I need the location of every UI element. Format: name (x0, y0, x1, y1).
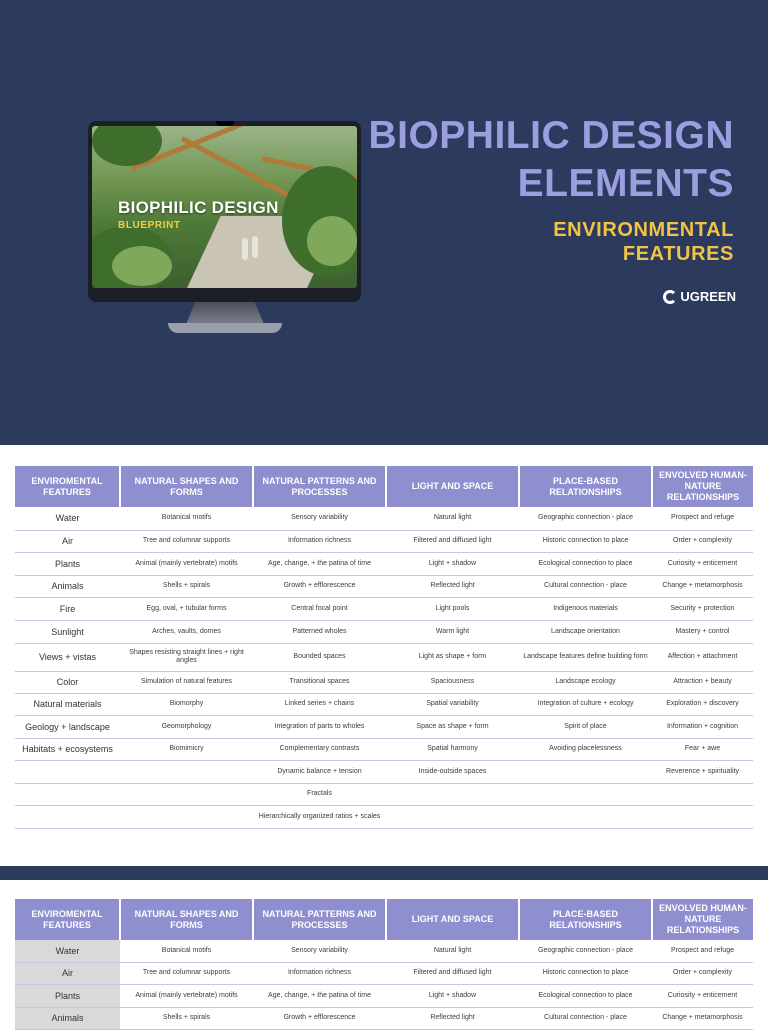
feature-cell (15, 760, 120, 783)
table-cell (386, 805, 519, 828)
table-cell: Shapes resisting straight lines + right angles (120, 643, 253, 671)
table-cell: Complementary contrasts (253, 738, 386, 760)
table-row (15, 643, 753, 671)
table-cell: Landscape features define building form (519, 643, 652, 671)
table-cell: Historic connection to place (519, 962, 652, 984)
table-cell: Curiosity + enticement (652, 552, 753, 575)
feature-cell: Fire (15, 597, 120, 620)
feature-cell: Natural materials (15, 693, 120, 715)
table-cell: Arches, vaults, domes (120, 620, 253, 643)
feature-cell: Views + vistas (15, 643, 120, 671)
column-header: ENVIROMENTAL FEATURES (15, 466, 120, 507)
table-row (15, 597, 753, 620)
table-cell: Warm light (386, 620, 519, 643)
table-cell: Reflected light (386, 575, 519, 597)
table-cell (120, 805, 253, 828)
table-row (15, 507, 753, 530)
hero-title-line1: BIOPHILIC DESIGN (368, 114, 734, 157)
table-cell: Landscape ecology (519, 671, 652, 693)
table-cell: Tree and columnar supports (120, 962, 253, 984)
monitor-base (168, 323, 282, 333)
hero-banner (0, 0, 768, 432)
table-row (15, 1007, 753, 1029)
column-header: NATURAL PATTERNS AND PROCESSES (253, 466, 386, 507)
table-cell: Animal (mainly vertebrate) motifs (120, 984, 253, 1007)
table-cell: Landscape orientation (519, 620, 652, 643)
screen-title: BIOPHILIC DESIGN (118, 198, 279, 217)
table-row (15, 805, 753, 828)
column-header: PLACE-BASED RELATIONSHIPS (519, 466, 652, 507)
column-header: ENVOLVED HUMAN-NATURE RELATIONSHIPS (652, 466, 753, 507)
table-cell: Egg, oval, + tubular forms (120, 597, 253, 620)
feature-cell: Water (15, 507, 120, 530)
table-cell: Bounded spaces (253, 643, 386, 671)
table-cell: Shells + spirals (120, 575, 253, 597)
feature-cell: Geology + landscape (15, 715, 120, 738)
table-cell: Indigenous materials (519, 597, 652, 620)
table-cell: Light + shadow (386, 984, 519, 1007)
table-sheet-1 (0, 445, 768, 866)
table-cell: Integration of culture + ecology (519, 693, 652, 715)
table-cell: Attraction + beauty (652, 671, 753, 693)
table-cell: Growth + efflorescence (253, 1007, 386, 1029)
table-row (15, 715, 753, 738)
table-cell: Cultural connection - place (519, 1007, 652, 1029)
table-cell: Light as shape + form (386, 643, 519, 671)
hero-subtitle-line2: FEATURES (622, 243, 734, 265)
table-cell: Prospect and refuge (652, 940, 753, 962)
table-cell: Security + protection (652, 597, 753, 620)
table-cell: Central focal point (253, 597, 386, 620)
column-header: LIGHT AND SPACE (386, 466, 519, 507)
table-cell: Affection + attachment (652, 643, 753, 671)
table-cell (519, 760, 652, 783)
table-cell: Botanical motifs (120, 940, 253, 962)
table-cell: Change + metamorphosis (652, 1007, 753, 1029)
table-cell: Geographic connection - place (519, 940, 652, 962)
table-cell: Spaciousness (386, 671, 519, 693)
feature-cell: Water (15, 940, 120, 962)
table-cell: Simulation of natural features (120, 671, 253, 693)
elements-table-duplicate (15, 899, 753, 1030)
table-cell (386, 783, 519, 805)
table-cell: Fear + awe (652, 738, 753, 760)
table-row (15, 962, 753, 984)
table-cell: Geomorphology (120, 715, 253, 738)
table-cell: Fractals (253, 783, 386, 805)
feature-cell: Plants (15, 552, 120, 575)
table-cell: Order + complexity (652, 530, 753, 552)
table-cell: Growth + efflorescence (253, 575, 386, 597)
table-cell: Age, change, + the patina of time (253, 552, 386, 575)
elements-table (15, 466, 753, 829)
table-cell (120, 783, 253, 805)
table-cell: Cultural connection - place (519, 575, 652, 597)
table-cell: Reverence + spirituality (652, 760, 753, 783)
column-header: ENVOLVED HUMAN-NATURE RELATIONSHIPS (652, 899, 753, 940)
table-row (15, 984, 753, 1007)
table-cell: Spatial variability (386, 693, 519, 715)
table-cell: Filtered and diffused light (386, 962, 519, 984)
hero-subtitle-line1: ENVIRONMENTAL (553, 219, 734, 241)
column-header: NATURAL SHAPES AND FORMS (120, 899, 253, 940)
table-cell: Age, change, + the patina of time (253, 984, 386, 1007)
monitor-screen-image (92, 126, 357, 288)
table-row (15, 760, 753, 783)
table-cell: Transitional spaces (253, 671, 386, 693)
brand-logo (663, 289, 736, 304)
monitor-illustration (88, 121, 361, 302)
feature-cell: Air (15, 530, 120, 552)
feature-cell: Animals (15, 575, 120, 597)
feature-cell: Sunlight (15, 620, 120, 643)
table-cell: Spatial harmony (386, 738, 519, 760)
table-header-row (15, 899, 753, 940)
brand-name: UGREEN (680, 289, 736, 304)
table-cell (519, 783, 652, 805)
feature-cell: Air (15, 962, 120, 984)
table-cell: Natural light (386, 940, 519, 962)
table-cell: Inside-outside spaces (386, 760, 519, 783)
table-cell: Sensory variability (253, 507, 386, 530)
feature-cell: Animals (15, 1007, 120, 1029)
table-cell: Patterned wholes (253, 620, 386, 643)
table-cell: Light + shadow (386, 552, 519, 575)
table-row (15, 620, 753, 643)
table-cell: Linked series + chains (253, 693, 386, 715)
hero-title-line2: ELEMENTS (517, 162, 734, 205)
table-cell: Sensory variability (253, 940, 386, 962)
table-cell: Space as shape + form (386, 715, 519, 738)
monitor-stand (186, 302, 264, 324)
table-cell (519, 805, 652, 828)
table-cell: Biomimicry (120, 738, 253, 760)
table-cell: Dynamic balance + tension (253, 760, 386, 783)
table-cell: Botanical motifs (120, 507, 253, 530)
feature-cell: Plants (15, 984, 120, 1007)
table-cell: Information + cognition (652, 715, 753, 738)
feature-cell: Habitats + ecosystems (15, 738, 120, 760)
table-cell: Information richness (253, 530, 386, 552)
table-cell: Mastery + control (652, 620, 753, 643)
table-cell: Change + metamorphosis (652, 575, 753, 597)
table-row (15, 940, 753, 962)
table-cell: Natural light (386, 507, 519, 530)
column-header: ENVIROMENTAL FEATURES (15, 899, 120, 940)
table-cell (652, 783, 753, 805)
table-cell (120, 760, 253, 783)
feature-cell (15, 805, 120, 828)
table-sheet-2 (0, 880, 768, 1024)
table-cell: Hierarchically organized ratios + scales (253, 805, 386, 828)
table-cell: Prospect and refuge (652, 507, 753, 530)
table-row (15, 671, 753, 693)
section-separator (0, 866, 768, 880)
table-cell: Animal (mainly vertebrate) motifs (120, 552, 253, 575)
table-cell: Filtered and diffused light (386, 530, 519, 552)
table-cell: Integration of parts to wholes (253, 715, 386, 738)
feature-cell (15, 783, 120, 805)
section-separator (0, 432, 768, 445)
column-header: PLACE-BASED RELATIONSHIPS (519, 899, 652, 940)
table-row (15, 693, 753, 715)
table-cell: Reflected light (386, 1007, 519, 1029)
table-row (15, 552, 753, 575)
table-row (15, 530, 753, 552)
column-header: NATURAL PATTERNS AND PROCESSES (253, 899, 386, 940)
ugreen-logo-icon (663, 290, 677, 304)
column-header: NATURAL SHAPES AND FORMS (120, 466, 253, 507)
table-cell: Tree and columnar supports (120, 530, 253, 552)
table-cell: Shells + spirals (120, 1007, 253, 1029)
table-cell: Order + complexity (652, 962, 753, 984)
table-cell: Information richness (253, 962, 386, 984)
table-cell: Avoiding placelessness (519, 738, 652, 760)
table-row (15, 783, 753, 805)
table-cell: Historic connection to place (519, 530, 652, 552)
column-header: LIGHT AND SPACE (386, 899, 519, 940)
table-cell: Spirit of place (519, 715, 652, 738)
table-row (15, 575, 753, 597)
table-cell (652, 805, 753, 828)
table-cell: Geographic connection - place (519, 507, 652, 530)
table-cell: Ecological connection to place (519, 984, 652, 1007)
table-row (15, 738, 753, 760)
table-header-row (15, 466, 753, 507)
table-cell: Biomorphy (120, 693, 253, 715)
table-cell: Curiosity + enticement (652, 984, 753, 1007)
screen-subtitle: BLUEPRINT (118, 220, 181, 231)
table-cell: Exploration + discovery (652, 693, 753, 715)
feature-cell: Color (15, 671, 120, 693)
table-cell: Ecological connection to place (519, 552, 652, 575)
table-cell: Light pools (386, 597, 519, 620)
